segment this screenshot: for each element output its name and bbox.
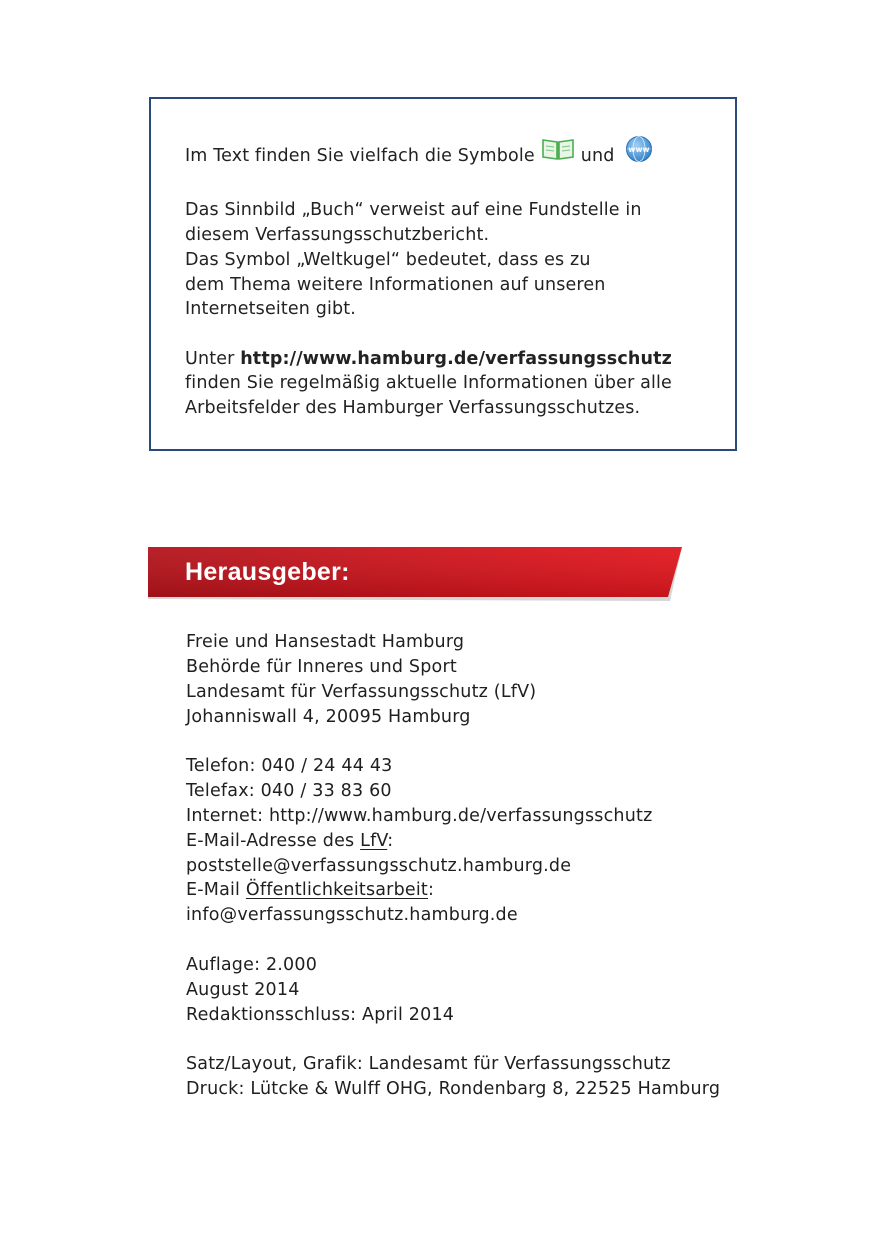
public-relations-label: Öffentlichkeitsarbeit [245,880,428,901]
symbol-info-box [149,97,737,451]
telefax-line: Telefax: 040 / 33 83 60 [186,781,392,802]
email-lfv-address[interactable]: poststelle@verfassungsschutz.hamburg.de [186,855,572,876]
address-line: Johanniswall 4, 20095 Hamburg [186,706,471,727]
desc-line: diesem Verfassungsschutzbericht. [185,225,490,246]
symbols-intro-text: Im Text finden Sie vielfach die Symbole [185,145,535,166]
globe-www-icon [625,135,653,171]
website-note [185,347,725,421]
address-line: Freie und Hansestadt Hamburg [186,632,465,652]
address-line: Behörde für Inneres und Sport [186,656,457,677]
svg-text:www: www [627,145,650,154]
publisher-info [186,630,806,1102]
layout-credit-line: Satz/Layout, Grafik: Landesamt für Verfassungsschutz [186,1054,671,1075]
website-url-link[interactable]: http://www.hamburg.de/verfassungsschutz [240,348,672,369]
desc-line: dem Thema weitere Informationen auf unseren [185,274,606,295]
auflage-line: Auflage: 2.000 [186,954,318,975]
address-line: Landesamt für Verfassungsschutz (LfV) [186,681,537,702]
telefon-line: Telefon: 040 / 24 44 43 [186,756,393,777]
desc-line: Internetseiten gibt. [185,299,357,320]
date-line: August 2014 [186,979,300,1000]
website-note-prefix: Unter [185,348,235,369]
email-pr-label [186,878,806,903]
symbols-and-text: und [580,145,615,166]
email-lfv-label [186,829,806,854]
email-lfv-prefix: E-Mail-Adresse des [186,830,361,851]
book-symbol-description [185,198,725,322]
internet-line[interactable]: Internet: http://www.hamburg.de/verfassungsschutz [186,805,653,826]
email-lfv-suffix: : [387,830,394,851]
publisher-heading: Herausgeber: [185,558,350,586]
lfv-abbreviation: LfV [360,830,388,851]
print-credit-line: Druck: Lütcke & Wulff OHG, Rondenbarg 8, 22525 Hamburg [186,1079,721,1100]
website-note-line: Arbeitsfelder des Hamburger Verfassungsschutzes. [185,398,641,418]
book-icon [541,137,575,169]
redaktionsschluss-line: Redaktionsschluss: April 2014 [186,1004,455,1025]
email-pr-suffix: : [427,880,435,901]
website-note-line: finden Sie regelmäßig aktuelle Informationen über alle [185,373,672,394]
desc-line: Das Sinnbild „Buch“ verweist auf eine Fundstelle in [185,200,642,221]
email-pr-address[interactable]: info@verfassungsschutz.hamburg.de [186,905,518,926]
symbols-intro-line [185,138,725,174]
desc-line: Das Symbol „Weltkugel“ bedeutet, dass es zu [185,249,591,270]
email-pr-prefix: E-Mail [186,880,246,901]
symbol-info-text [185,138,725,421]
